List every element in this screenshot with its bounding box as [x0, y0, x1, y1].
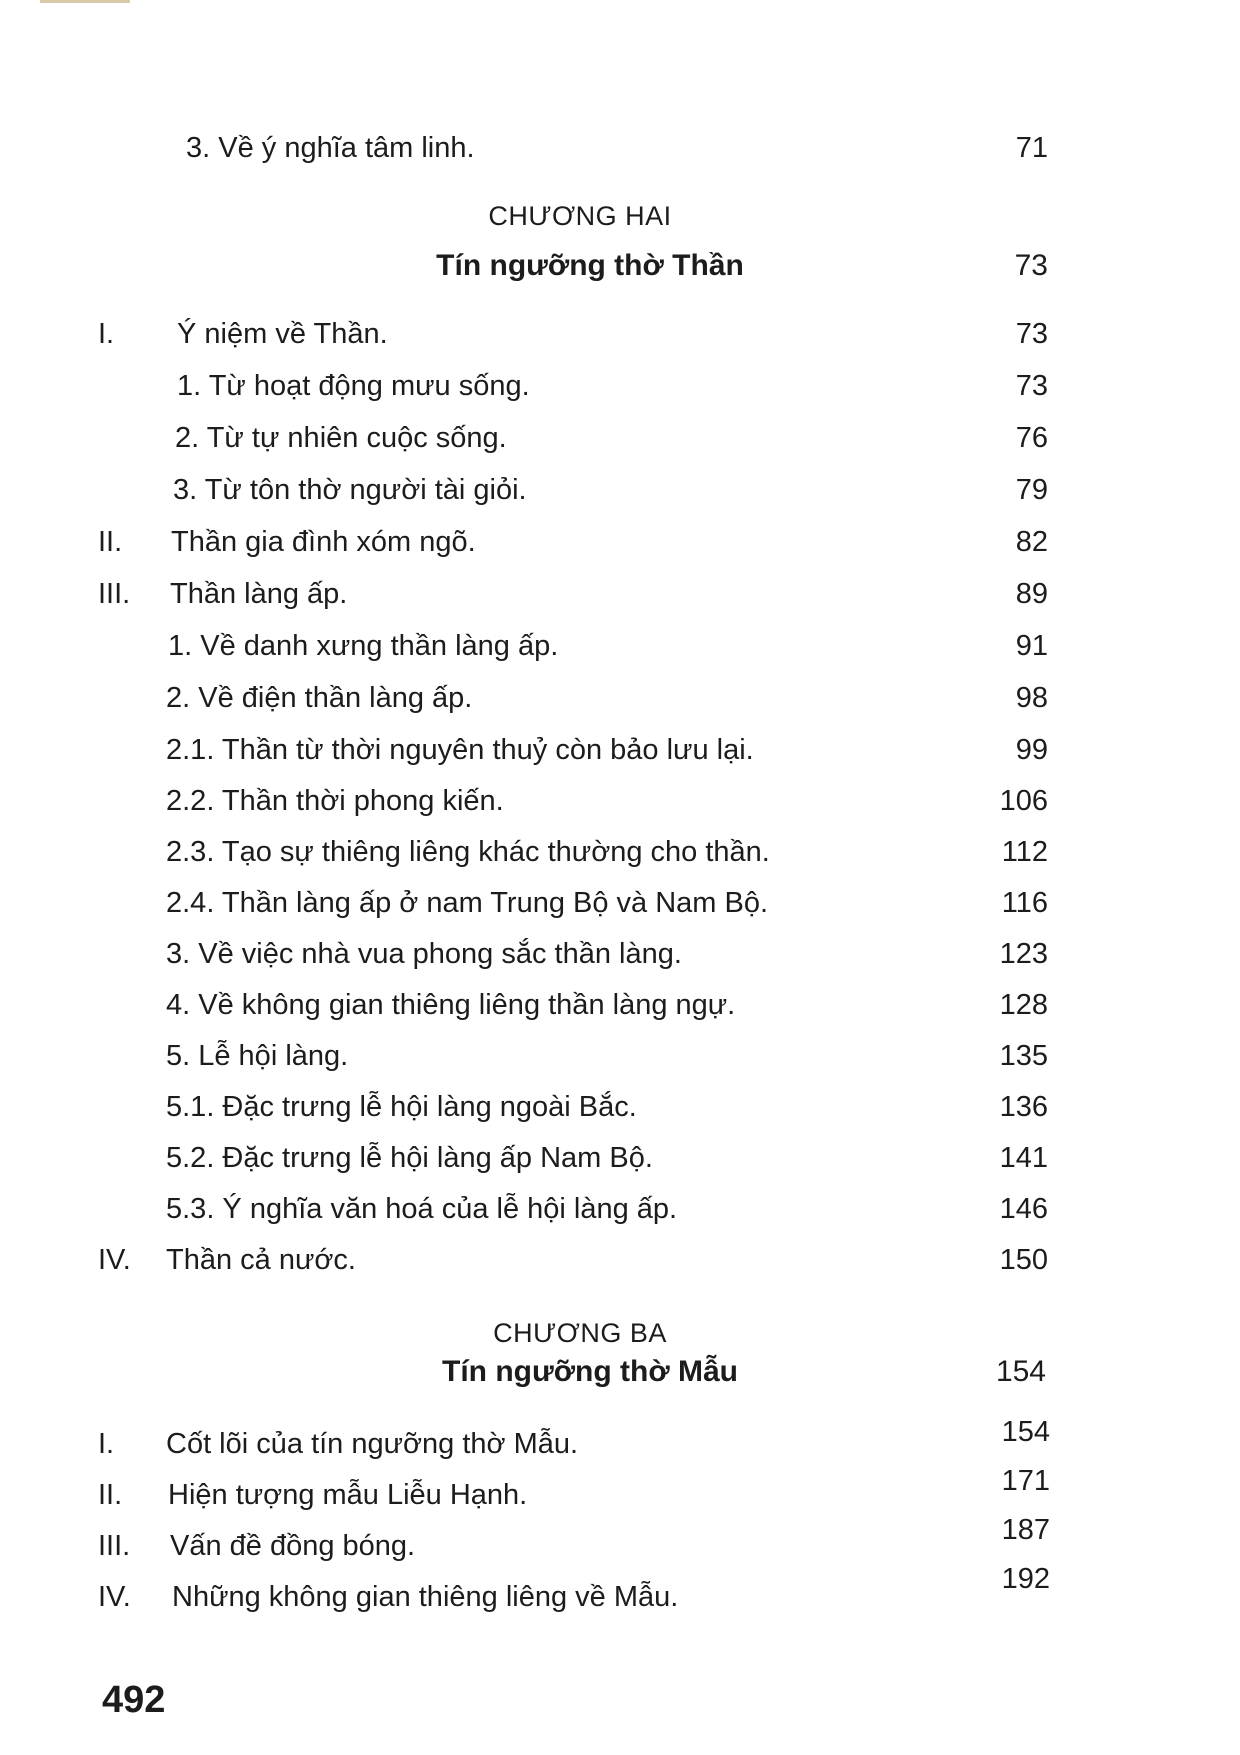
toc-entry-page: 116	[1001, 887, 1048, 919]
toc-entry	[0, 1465, 1240, 1517]
toc-entry-page: 187	[1001, 1514, 1050, 1546]
chapter-title-text: Tín ngưỡng thờ Thần	[436, 249, 744, 282]
toc-entry-number: I.	[98, 318, 115, 350]
toc-entry-page: 128	[999, 989, 1048, 1021]
chapter-title	[0, 1350, 1240, 1394]
toc-entry	[0, 312, 1240, 356]
toc-entry	[0, 1136, 1240, 1180]
toc-entry-text: 5.3. Ý nghĩa văn hoá của lễ hội làng ấp.	[166, 1193, 678, 1225]
toc-entry-number: II.	[98, 526, 123, 558]
toc-entry-page: 106	[999, 785, 1048, 817]
toc-entry-text: 5.1. Đặc trưng lễ hội làng ngoài Bắc.	[166, 1091, 637, 1123]
toc-entry-number: III.	[98, 1530, 131, 1562]
toc-entry-page: 154	[1001, 1416, 1050, 1448]
toc-entry-number: IV.	[98, 1581, 131, 1613]
toc-entry	[0, 881, 1240, 925]
toc-entry	[0, 983, 1240, 1027]
toc-entry-page: 141	[999, 1142, 1048, 1174]
toc-entry-text: 3. Từ tôn thờ người tài giỏi.	[173, 474, 527, 506]
toc-entry-text: Cốt lõi của tín ngưỡng thờ Mẫu.	[166, 1428, 579, 1460]
toc-entry-page: 171	[1001, 1465, 1050, 1497]
toc-entry	[0, 1514, 1240, 1568]
toc-entry	[0, 779, 1240, 823]
toc-entry-text: 2.3. Tạo sự thiêng liêng khác thường cho thần.	[166, 836, 770, 868]
toc-entry	[0, 624, 1240, 668]
toc-entry	[0, 520, 1240, 564]
toc-entry-page: 112	[1001, 836, 1048, 868]
chapter-label: CHƯƠNG HAI	[488, 201, 672, 231]
toc-entry-text: Vấn đề đồng bóng.	[170, 1530, 416, 1562]
toc-entry-text: 2.1. Thần từ thời nguyên thuỷ còn bảo lưu lại.	[166, 734, 754, 766]
chapter-label: CHƯƠNG BA	[493, 1318, 667, 1348]
chapter-title-page: 154	[995, 1355, 1046, 1388]
toc-entry-page: 91	[1015, 630, 1048, 662]
toc-entry-page: 123	[999, 938, 1048, 970]
toc-entry-text: 5.2. Đặc trưng lễ hội làng ấp Nam Bộ.	[166, 1142, 653, 1174]
toc-entry	[0, 126, 1240, 170]
toc-entry	[0, 932, 1240, 976]
toc-entry-text: Thần cả nước.	[166, 1244, 356, 1276]
toc-entry-text: 5. Lễ hội làng.	[166, 1040, 349, 1072]
toc-entry	[0, 830, 1240, 874]
page-number: 492	[102, 1679, 166, 1721]
chapter-title-page: 73	[1014, 249, 1048, 282]
toc-entry-page: 82	[1015, 526, 1048, 558]
page-edge-mark	[40, 0, 130, 3]
toc-entry-page: 135	[999, 1040, 1048, 1072]
toc-entry-text: Hiện tượng mẫu Liễu Hạnh.	[168, 1479, 528, 1511]
toc-entry-page: 136	[999, 1091, 1048, 1123]
toc-entry-text: 3. Về việc nhà vua phong sắc thần làng.	[166, 938, 682, 970]
chapter-title	[0, 244, 1240, 288]
toc-entry-text: 1. Về danh xưng thần làng ấp.	[168, 630, 559, 662]
toc-entry-text: Thần làng ấp.	[170, 578, 348, 610]
toc-entry	[0, 416, 1240, 460]
toc-entry-text: 2.2. Thần thời phong kiến.	[166, 785, 504, 817]
toc-entry-page: 98	[1015, 682, 1048, 714]
toc-entry	[0, 1085, 1240, 1129]
toc-entry-number: II.	[98, 1479, 123, 1511]
toc-entry-page: 146	[999, 1193, 1048, 1225]
toc-entry	[0, 364, 1240, 408]
toc-entry-page: 192	[1001, 1563, 1050, 1595]
toc-entry-page: 76	[1015, 422, 1048, 454]
toc-entry-page: 79	[1015, 474, 1048, 506]
toc-entry-page: 89	[1015, 578, 1048, 610]
toc-entry	[0, 728, 1240, 772]
toc-entry-text: 3. Về ý nghĩa tâm linh.	[186, 132, 475, 164]
toc-entry	[0, 1034, 1240, 1078]
toc-entry-page: 71	[1015, 132, 1048, 164]
toc-entry-number: I.	[98, 1428, 115, 1460]
toc-entry-text: 4. Về không gian thiêng liêng thần làng ngự.	[166, 989, 736, 1021]
toc-entry-number: IV.	[98, 1244, 131, 1276]
toc-entry-page: 150	[999, 1244, 1048, 1276]
chapter-title-text: Tín ngưỡng thờ Mẫu	[442, 1355, 738, 1388]
toc-entry	[0, 468, 1240, 512]
toc-entry-text: Thần gia đình xóm ngõ.	[171, 526, 476, 558]
toc-entry-text: 2. Từ tự nhiên cuộc sống.	[175, 422, 507, 454]
toc-entry-text: Ý niệm về Thần.	[177, 318, 388, 350]
toc-entry	[0, 1238, 1240, 1282]
toc-entry	[0, 1563, 1240, 1619]
toc-entry	[0, 1416, 1240, 1466]
toc-entry-page: 73	[1015, 318, 1048, 350]
toc-entry-number: III.	[98, 578, 131, 610]
toc-entry-page: 73	[1015, 370, 1048, 402]
toc-entry-page: 99	[1015, 734, 1048, 766]
toc-entry-text: 2.4. Thần làng ấp ở nam Trung Bộ và Nam Bộ.	[166, 887, 769, 919]
toc-entry	[0, 676, 1240, 720]
toc-entry-text: 2. Về điện thần làng ấp.	[166, 682, 473, 714]
toc-entry-text: 1. Từ hoạt động mưu sống.	[177, 370, 530, 402]
toc-entry	[0, 572, 1240, 616]
toc-entry-text: Những không gian thiêng liêng về Mẫu.	[172, 1581, 679, 1613]
toc-entry	[0, 1187, 1240, 1231]
